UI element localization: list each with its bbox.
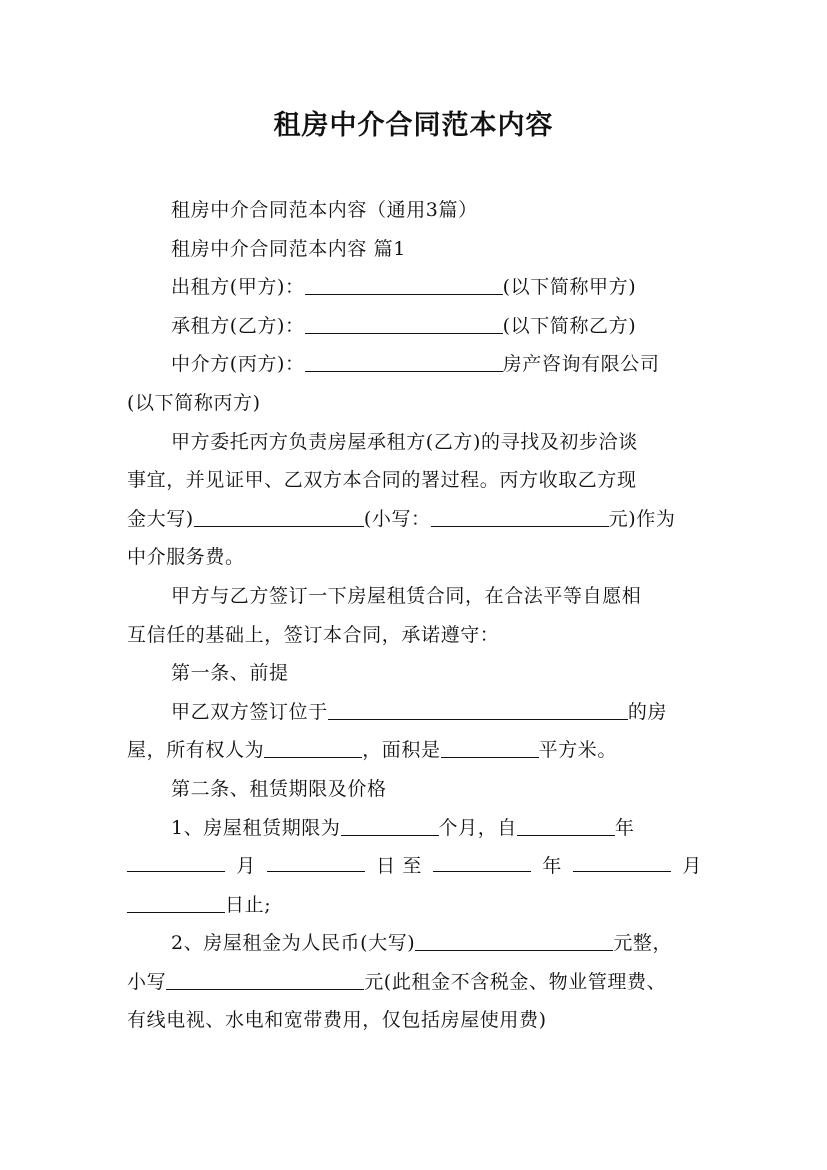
blank-field: [305, 276, 503, 295]
text-segment: 小写: [127, 970, 167, 993]
blank-field: [267, 853, 365, 872]
blank-field: [328, 701, 628, 720]
text-segment: 月: [236, 855, 256, 878]
text-segment: 日止;: [225, 893, 272, 916]
paragraph-2-line-2: 互信任的基础上，签订本合同，承诺遵守：: [127, 623, 500, 646]
blank-field: [194, 508, 364, 527]
party-a-suffix: (以下简称甲方): [502, 276, 637, 299]
text-segment: 屋，所有权人为: [127, 739, 265, 762]
text-segment: 年: [614, 816, 635, 839]
blank-field: [415, 932, 613, 951]
text-segment: ，面积是: [362, 739, 441, 762]
article-2-item-1-line-2: [127, 847, 702, 886]
blank-field: [433, 853, 531, 872]
document-title: 租房中介合同范本内容: [273, 110, 554, 141]
text-segment: 1、房屋租赁期限为: [171, 816, 341, 839]
blank-field: [166, 971, 364, 990]
text-segment: 平方米。: [538, 739, 618, 762]
document-subtitle: 租房中介合同范本内容（通用3篇）: [171, 199, 478, 221]
article-2-heading: 第二条、租赁期限及价格: [171, 777, 387, 800]
party-c-line: [127, 345, 702, 384]
blank-field: [517, 816, 615, 835]
article-2-item-2-line-1: [127, 924, 702, 963]
text-segment: 元(此租金不含税金、物业管理费、: [364, 970, 667, 993]
article-2-item-1-line-3: [127, 886, 702, 925]
paragraph-2-line-1: 甲方与乙方签订一下房屋租赁合同，在合法平等自愿相: [171, 584, 642, 607]
party-c-suffix: 房产咨询有限公司: [502, 353, 660, 376]
paragraph-1-line-1: 甲方委托丙方负责房屋承租方(乙方)的寻找及初步洽谈: [171, 430, 638, 453]
text-segment: 个月，自: [438, 816, 517, 839]
blank-field: [573, 853, 671, 872]
article-1-line-2: [127, 731, 702, 770]
party-c-suffix2: (以下简称丙方): [127, 391, 261, 414]
blank-field: [305, 353, 503, 372]
part-heading: 租房中介合同范本内容 篇1: [171, 237, 406, 260]
article-1-heading: 第一条、前提: [171, 662, 289, 685]
blank-field: [441, 739, 539, 758]
blank-field: [431, 508, 609, 527]
blank-field: [127, 894, 225, 913]
article-1-line-1: [127, 693, 702, 732]
paragraph-1-line-2: 事宜，并见证甲、乙双方本合同的署过程。丙方收取乙方现: [127, 469, 637, 492]
article-2-item-1-line-1: [127, 809, 702, 848]
party-a-line: [127, 268, 702, 307]
text-segment: 金大写): [127, 507, 194, 530]
text-segment: 元)作为: [608, 507, 676, 530]
blank-field: [127, 853, 225, 872]
blank-field: [264, 739, 362, 758]
text-segment: 甲乙双方签订位于: [171, 700, 328, 723]
document-body: [127, 191, 702, 1040]
text-segment: 年: [542, 855, 562, 878]
party-b-line: [127, 307, 702, 346]
article-2-item-2-line-2: [127, 963, 702, 1002]
text-segment: 2、房屋租金为人民币(大写): [171, 932, 416, 955]
paragraph-1-line-3: [127, 500, 702, 539]
party-b-label: 承租方(乙方)：: [171, 314, 305, 337]
party-b-suffix: (以下简称乙方): [502, 314, 637, 337]
text-segment: 的房: [627, 700, 668, 723]
paragraph-1-line-4: 中介服务费。: [127, 546, 245, 569]
party-c-label: 中介方(丙方)：: [171, 353, 305, 376]
text-segment: 日 至: [376, 855, 423, 878]
blank-field: [305, 315, 503, 334]
text-segment: (小写：: [363, 507, 431, 530]
article-2-item-2-line-3: 有线电视、水电和宽带费用，仅包括房屋使用费): [127, 1009, 547, 1032]
text-segment: 元整，: [613, 932, 673, 955]
blank-field: [341, 816, 439, 835]
party-a-label: 出租方(甲方)：: [171, 276, 305, 299]
text-segment: 月: [682, 855, 702, 878]
